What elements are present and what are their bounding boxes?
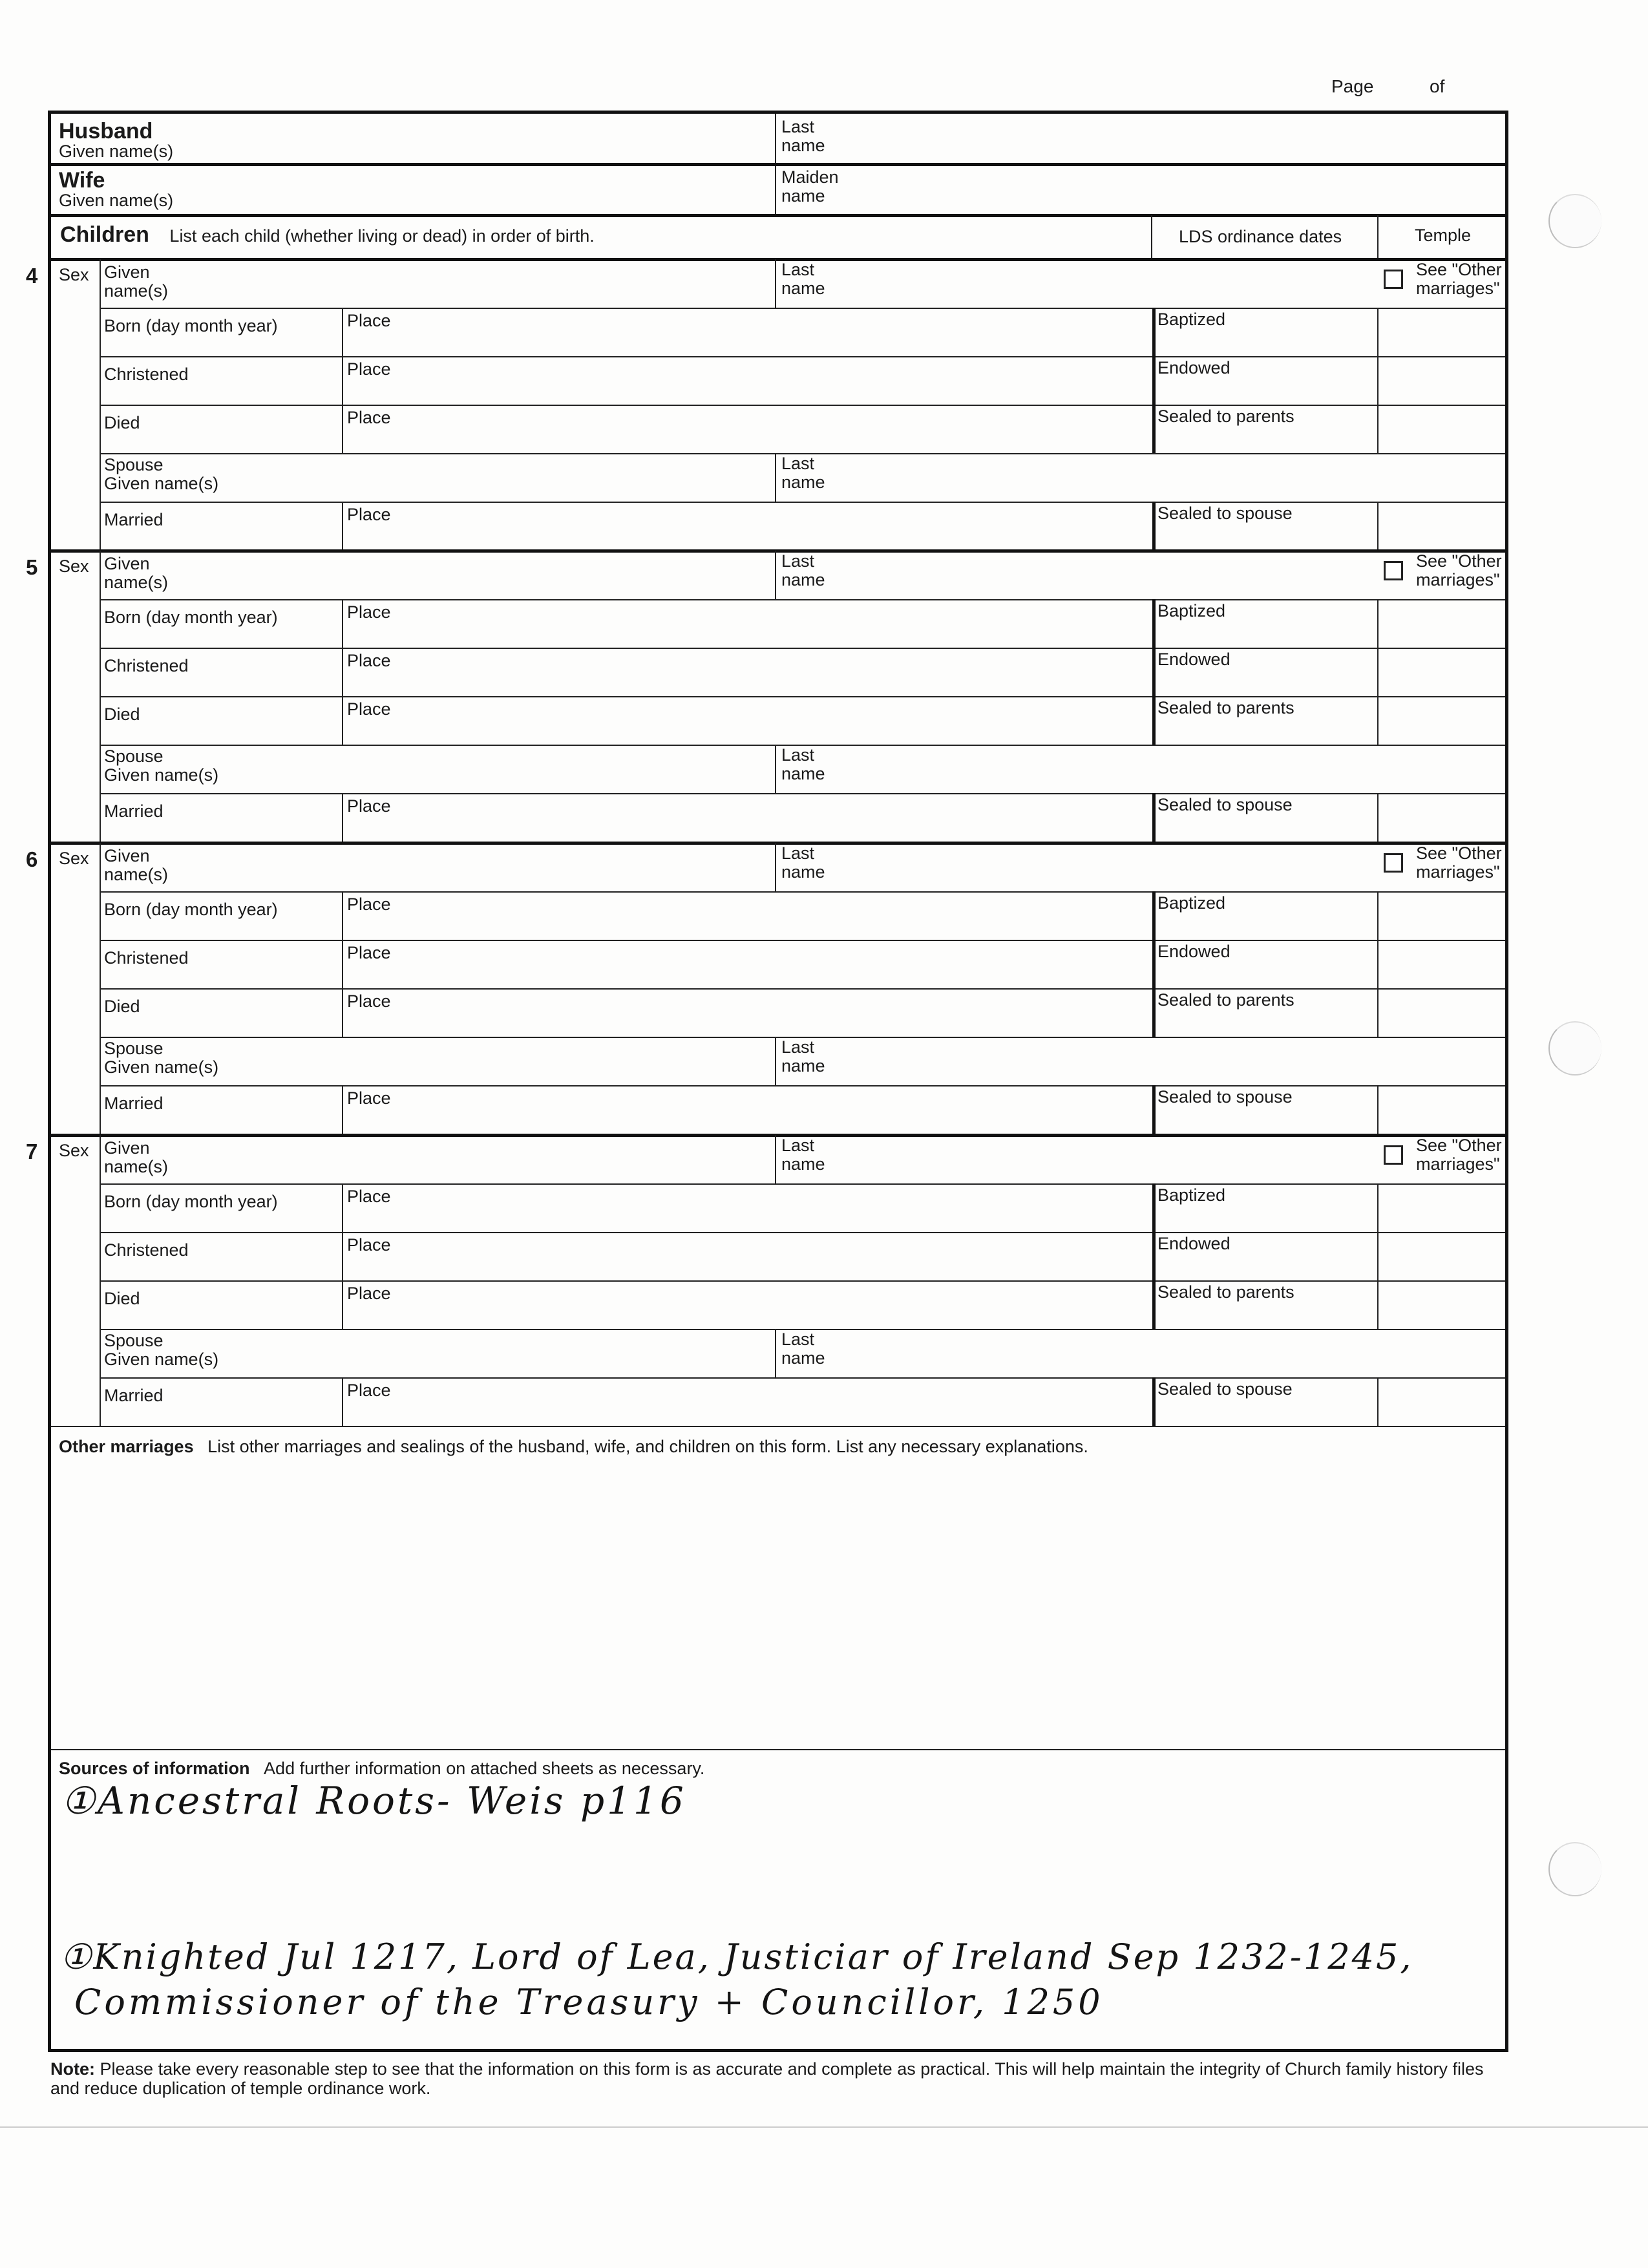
divider xyxy=(100,891,1505,893)
divider xyxy=(775,745,776,793)
spouse-given-name-field[interactable]: Spouse Given name(s) xyxy=(104,1039,219,1077)
place-field[interactable]: Place xyxy=(347,1381,391,1400)
page-edge-line xyxy=(0,2126,1648,2128)
divider xyxy=(1377,940,1379,988)
spouse-given-name-field[interactable]: Spouse Given name(s) xyxy=(104,1331,219,1369)
place-field[interactable]: Place xyxy=(347,699,391,719)
given-name-field[interactable]: Given name(s) xyxy=(104,554,169,592)
last-name-field[interactable]: Last name xyxy=(781,551,825,589)
see-other-marriages-label: See "Other marriages" xyxy=(1416,843,1502,882)
divider xyxy=(342,1232,343,1280)
died-field[interactable]: Died xyxy=(104,1289,140,1308)
divider xyxy=(1152,988,1156,1037)
divider xyxy=(775,1329,776,1377)
other-marriages-section[interactable]: Other marriages List other marriages and sealings of the husband, wife, and children on this form. List any necessary explanations. xyxy=(59,1437,1088,1456)
divider xyxy=(342,599,343,648)
married-field[interactable]: Married xyxy=(104,1386,164,1405)
last-name-field[interactable]: Last name xyxy=(781,843,825,882)
footer-note: Note: Please take every reasonable step to see that the information on this form is as accurate and complete as practical. This will help maintain the integrity of Church family history files and reduce duplication of temple ordinance work. xyxy=(50,2059,1484,2098)
children-header: Children List each child (whether living or dead) in order of birth. xyxy=(60,222,595,247)
sex-field[interactable]: Sex xyxy=(59,265,89,284)
divider xyxy=(1151,215,1152,259)
divider xyxy=(100,1232,1505,1233)
handwritten-source-2: ①Knighted Jul 1217, Lord of Lea, Justiciar of Ireland Sep 1232-1245, xyxy=(60,1936,1413,1977)
divider xyxy=(1152,648,1156,696)
divider xyxy=(342,988,343,1037)
baptized-field[interactable]: Baptized xyxy=(1157,893,1226,913)
place-field[interactable]: Place xyxy=(347,991,391,1011)
divider xyxy=(1152,1377,1156,1426)
divider xyxy=(1377,599,1379,648)
divider xyxy=(342,940,343,988)
sealed-to-spouse-field[interactable]: Sealed to spouse xyxy=(1157,503,1293,523)
divider xyxy=(775,551,776,599)
divider xyxy=(100,793,1505,794)
divider xyxy=(342,308,343,356)
divider xyxy=(100,1280,1505,1282)
divider xyxy=(342,405,343,453)
divider xyxy=(100,599,1505,600)
divider xyxy=(1377,1232,1379,1280)
wife-label: Wife Given name(s) xyxy=(59,168,174,210)
sealed-to-parents-field[interactable]: Sealed to parents xyxy=(1157,990,1294,1010)
place-field[interactable]: Place xyxy=(347,1187,391,1206)
place-field[interactable]: Place xyxy=(347,408,391,427)
baptized-field[interactable]: Baptized xyxy=(1157,310,1226,329)
wife-maiden-name-field[interactable]: Maiden name xyxy=(781,167,839,206)
sex-field[interactable]: Sex xyxy=(59,849,89,868)
divider xyxy=(1377,1183,1379,1232)
divider xyxy=(342,696,343,745)
other-marriages-checkbox[interactable] xyxy=(1384,270,1403,289)
endowed-field[interactable]: Endowed xyxy=(1157,1234,1231,1253)
divider xyxy=(1152,599,1156,648)
given-name-field[interactable]: Given name(s) xyxy=(104,846,169,884)
divider xyxy=(51,1426,1505,1427)
divider xyxy=(100,940,1505,941)
binder-hole xyxy=(1548,1021,1601,1076)
divider xyxy=(342,1377,343,1426)
divider xyxy=(1377,988,1379,1037)
see-other-marriages-label: See "Other marriages" xyxy=(1416,1136,1502,1174)
divider xyxy=(1152,1085,1156,1134)
handwritten-source-3: Commissioner of the Treasury + Councillor, 1250 xyxy=(74,1982,1104,2022)
divider xyxy=(1152,940,1156,988)
divider xyxy=(342,1183,343,1232)
divider xyxy=(1377,793,1379,842)
child-number: 4 xyxy=(26,264,38,288)
endowed-field[interactable]: Endowed xyxy=(1157,942,1231,961)
divider xyxy=(1152,696,1156,745)
divider xyxy=(342,793,343,842)
divider xyxy=(342,1085,343,1134)
divider xyxy=(1152,891,1156,940)
divider xyxy=(342,648,343,696)
see-other-marriages-label: See "Other marriages" xyxy=(1416,551,1502,589)
died-field[interactable]: Died xyxy=(104,705,140,724)
born-field[interactable]: Born (day month year) xyxy=(104,316,278,335)
divider xyxy=(1152,405,1156,453)
divider xyxy=(1152,1280,1156,1329)
married-field[interactable]: Married xyxy=(104,1094,164,1113)
divider xyxy=(1152,356,1156,405)
given-name-field[interactable]: Given name(s) xyxy=(104,1138,169,1176)
divider xyxy=(342,502,343,550)
divider xyxy=(100,502,1505,503)
divider xyxy=(100,648,1505,649)
baptized-field[interactable]: Baptized xyxy=(1157,1185,1226,1205)
divider xyxy=(1377,1280,1379,1329)
sex-field[interactable]: Sex xyxy=(59,1141,89,1160)
divider xyxy=(51,214,1505,217)
christened-field[interactable]: Christened xyxy=(104,948,189,968)
place-field[interactable]: Place xyxy=(347,895,391,914)
divider xyxy=(100,1377,1505,1379)
binder-hole xyxy=(1548,194,1601,248)
sealed-to-spouse-field[interactable]: Sealed to spouse xyxy=(1157,795,1293,814)
divider xyxy=(51,549,1505,553)
place-field[interactable]: Place xyxy=(347,796,391,816)
married-field[interactable]: Married xyxy=(104,510,164,529)
divider xyxy=(1152,308,1156,356)
christened-field[interactable]: Christened xyxy=(104,656,189,675)
given-name-field[interactable]: Given name(s) xyxy=(104,262,169,301)
divider xyxy=(1377,215,1379,259)
christened-field[interactable]: Christened xyxy=(104,365,189,384)
place-field[interactable]: Place xyxy=(347,359,391,379)
divider xyxy=(51,163,1505,166)
born-field[interactable]: Born (day month year) xyxy=(104,608,278,627)
divider xyxy=(1377,648,1379,696)
other-marriages-checkbox[interactable] xyxy=(1384,1145,1403,1165)
divider xyxy=(1377,891,1379,940)
spouse-last-name-field[interactable]: Last name xyxy=(781,454,825,492)
of-label: of xyxy=(1430,76,1445,96)
divider xyxy=(775,259,776,308)
divider xyxy=(775,453,776,502)
divider xyxy=(342,1280,343,1329)
divider xyxy=(100,356,1505,357)
endowed-field[interactable]: Endowed xyxy=(1157,650,1231,669)
spouse-last-name-field[interactable]: Last name xyxy=(781,1330,825,1368)
husband-label: Husband Given name(s) xyxy=(59,119,174,161)
sealed-to-spouse-field[interactable]: Sealed to spouse xyxy=(1157,1087,1293,1107)
last-name-field[interactable]: Last name xyxy=(781,1136,825,1174)
last-name-field[interactable]: Last name xyxy=(781,260,825,298)
died-field[interactable]: Died xyxy=(104,413,140,432)
place-field[interactable]: Place xyxy=(347,311,391,330)
handwritten-source-1: ①Ancestral Roots- Weis p116 xyxy=(61,1779,686,1823)
divider xyxy=(1377,696,1379,745)
other-marriages-checkbox[interactable] xyxy=(1384,853,1403,873)
divider xyxy=(342,356,343,405)
divider xyxy=(51,842,1505,845)
divider xyxy=(51,1749,1505,1750)
sealed-to-parents-field[interactable]: Sealed to parents xyxy=(1157,407,1294,426)
divider xyxy=(1377,502,1379,550)
place-field[interactable]: Place xyxy=(347,1088,391,1108)
divider xyxy=(100,405,1505,406)
place-field[interactable]: Place xyxy=(347,943,391,962)
divider xyxy=(775,1135,776,1183)
spouse-given-name-field[interactable]: Spouse Given name(s) xyxy=(104,747,219,785)
child-number: 5 xyxy=(26,555,38,579)
divider xyxy=(1377,405,1379,453)
born-field[interactable]: Born (day month year) xyxy=(104,900,278,919)
divider xyxy=(775,1037,776,1085)
place-field[interactable]: Place xyxy=(347,1284,391,1303)
divider xyxy=(100,696,1505,697)
spouse-last-name-field[interactable]: Last name xyxy=(781,1037,825,1076)
divider xyxy=(1152,793,1156,842)
sealed-to-parents-field[interactable]: Sealed to parents xyxy=(1157,698,1294,717)
baptized-field[interactable]: Baptized xyxy=(1157,601,1226,620)
divider xyxy=(100,308,1505,309)
born-field[interactable]: Born (day month year) xyxy=(104,1192,278,1211)
place-field[interactable]: Place xyxy=(347,1235,391,1255)
child-number: 7 xyxy=(26,1139,38,1163)
see-other-marriages-label: See "Other marriages" xyxy=(1416,260,1502,298)
sealed-to-parents-field[interactable]: Sealed to parents xyxy=(1157,1282,1294,1302)
divider xyxy=(1152,502,1156,550)
christened-field[interactable]: Christened xyxy=(104,1240,189,1260)
married-field[interactable]: Married xyxy=(104,801,164,821)
other-marriages-checkbox[interactable] xyxy=(1384,561,1403,580)
divider xyxy=(1377,308,1379,356)
divider xyxy=(1152,1183,1156,1232)
child-number: 6 xyxy=(26,847,38,871)
divider xyxy=(775,843,776,891)
divider xyxy=(1377,1085,1379,1134)
place-field[interactable]: Place xyxy=(347,602,391,622)
lds-ordinance-dates-label: LDS ordinance dates xyxy=(1179,227,1342,246)
page-label: Page xyxy=(1331,76,1374,96)
divider xyxy=(100,1183,1505,1185)
divider xyxy=(1152,1232,1156,1280)
husband-last-name-field[interactable]: Last name xyxy=(781,117,825,155)
sex-field[interactable]: Sex xyxy=(59,556,89,576)
divider xyxy=(100,1085,1505,1086)
place-field[interactable]: Place xyxy=(347,651,391,670)
divider xyxy=(100,988,1505,990)
spouse-given-name-field[interactable]: Spouse Given name(s) xyxy=(104,455,219,493)
binder-hole xyxy=(1548,1842,1601,1896)
sealed-to-spouse-field[interactable]: Sealed to spouse xyxy=(1157,1379,1293,1399)
temple-label: Temple xyxy=(1415,226,1472,245)
sources-section[interactable]: Sources of information Add further information on attached sheets as necessary. xyxy=(59,1759,705,1778)
spouse-last-name-field[interactable]: Last name xyxy=(781,745,825,783)
divider xyxy=(342,891,343,940)
died-field[interactable]: Died xyxy=(104,997,140,1016)
family-group-record-form xyxy=(48,111,1508,2052)
place-field[interactable]: Place xyxy=(347,505,391,524)
divider xyxy=(51,258,1505,261)
endowed-field[interactable]: Endowed xyxy=(1157,358,1231,377)
divider xyxy=(51,1134,1505,1137)
divider xyxy=(1377,356,1379,405)
divider xyxy=(1377,1377,1379,1426)
